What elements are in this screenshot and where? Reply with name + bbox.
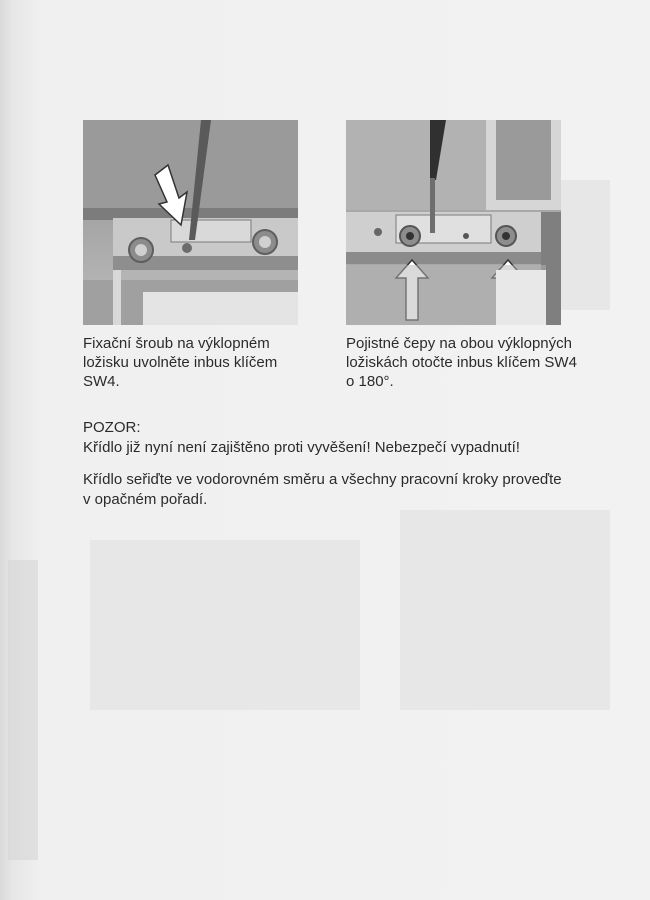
caption-fixing-screw bbox=[83, 334, 303, 391]
warning-text: Křídlo již nyní není zajištěno proti vyvěšení! Nebezpečí vypadnutí! bbox=[83, 439, 520, 456]
bleed-through-block bbox=[560, 180, 610, 310]
photo-fixing-screw bbox=[83, 120, 298, 325]
photo-locking-pins-illustration bbox=[346, 120, 561, 325]
bleed-through-block bbox=[400, 510, 610, 710]
warning-block bbox=[83, 418, 603, 458]
warning-title: POZOR: bbox=[83, 419, 141, 436]
caption-line: ložiskách otočte inbus klíčem SW4 bbox=[346, 354, 577, 371]
caption-line: Pojistné čepy na obou výklopných bbox=[346, 335, 572, 352]
caption-line: SW4. bbox=[83, 373, 120, 390]
caption-line: ložisku uvolněte inbus klíčem bbox=[83, 354, 278, 371]
bleed-through-block bbox=[90, 540, 360, 710]
photo-fixing-screw-illustration bbox=[83, 120, 298, 325]
instruction-line: Křídlo seřiďte ve vodorovném směru a všechny pracovní kroky proveďte bbox=[83, 471, 562, 488]
caption-line: Fixační šroub na výklopném bbox=[83, 335, 270, 352]
caption-locking-pins bbox=[346, 334, 606, 391]
photo-locking-pins bbox=[346, 120, 561, 325]
instruction-line: v opačném pořadí. bbox=[83, 491, 208, 508]
caption-line: o 180°. bbox=[346, 373, 394, 390]
bleed-through-margin bbox=[8, 560, 38, 860]
instruction-block bbox=[83, 470, 603, 510]
